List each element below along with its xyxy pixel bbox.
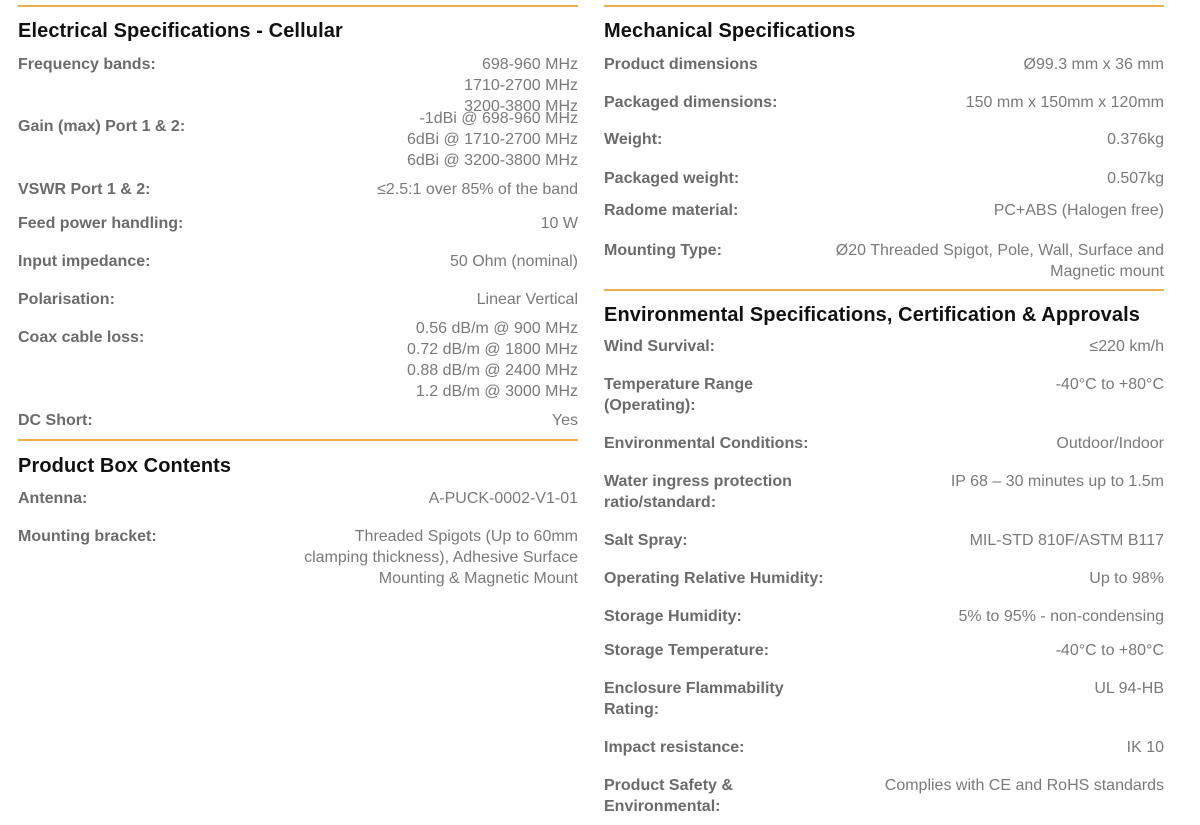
spec-value: PC+ABS (Halogen free) [993,202,1164,219]
spec-label: Frequency bands: [18,56,156,73]
spec-label: Enclosure Flammability Rating: [604,680,784,718]
electrical-specs-heading: Electrical Specifications - Cellular [18,20,343,42]
spec-value: 50 Ohm (nominal) [449,253,578,270]
spec-label: Operating Relative Humidity: [604,570,824,587]
spec-label: Feed power handling: [18,215,184,232]
mechanical-specs-heading: Mechanical Specifications [604,20,856,42]
spec-label: Water ingress protection ratio/standard: [604,473,792,511]
section-divider [18,5,578,7]
spec-value: ≤2.5:1 over 85% of the band [377,181,578,198]
spec-value: A-PUCK-0002-V1-01 [428,490,578,507]
spec-label: Environmental Conditions: [604,435,809,452]
spec-value: MIL-STD 810F/ASTM B117 [969,532,1164,549]
spec-row-radome-material [604,202,1164,221]
spec-label: Salt Spray: [604,532,688,549]
spec-value: Up to 98% [1089,570,1164,587]
spec-value: Threaded Spigots (Up to 60mm clamping thickness), Adhesive Surface Mounting & Magnetic Mount [304,528,578,587]
spec-value: 150 mm x 150mm x 120mm [965,94,1164,111]
spec-value: 0.376kg [1107,131,1164,148]
spec-label: Storage Temperature: [604,642,770,659]
spec-value: Ø99.3 mm x 36 mm [1023,56,1164,73]
spec-value: 10 W [540,215,578,232]
section-divider [18,439,578,441]
spec-value: Ø20 Threaded Spigot, Pole, Wall, Surface and Magnetic mount [835,242,1164,280]
spec-label: Polarisation: [18,291,115,308]
spec-label: VSWR Port 1 & 2: [18,181,151,198]
spec-value: ≤220 km/h [1089,338,1164,355]
spec-value: 698-960 MHz 1710-2700 MHz 3200-3800 MHz [464,56,578,115]
environmental-specs-heading: Environmental Specifications, Certification & Approvals [604,304,1140,326]
spec-value: Yes [551,412,578,429]
spec-label: Coax cable loss: [18,329,145,346]
spec-label: Radome material: [604,202,739,219]
spec-label: Impact resistance: [604,739,745,756]
spec-value: IK 10 [1126,739,1164,756]
spec-label: Product Safety & Environmental: [604,777,733,815]
section-divider [604,5,1164,7]
spec-value: IP 68 – 30 minutes up to 1.5m [950,473,1164,490]
spec-value: 0.507kg [1107,170,1164,187]
spec-value: 5% to 95% - non-condensing [958,608,1164,625]
spec-value: -40°C to +80°C [1055,376,1164,393]
section-divider [604,289,1164,291]
spec-label: Mounting bracket: [18,528,157,545]
spec-label: Packaged weight: [604,170,740,187]
spec-label: Antenna: [18,490,88,507]
spec-value: Outdoor/Indoor [1056,435,1164,452]
box-contents-heading: Product Box Contents [18,455,232,477]
spec-label: Gain (max) Port 1 & 2: [18,118,186,135]
spec-label: DC Short: [18,412,93,429]
spec-value: 0.56 dB/m @ 900 MHz 0.72 dB/m @ 1800 MHz 0.88 dB/m @ 2400 MHz 1.2 dB/m @ 3000 MHz [407,320,578,400]
spec-value: Linear Vertical [476,291,578,308]
spec-label: Storage Humidity: [604,608,742,625]
spec-value: -1dBi @ 698-960 MHz 6dBi @ 1710-2700 MHz 6dBi @ 3200-3800 MHz [407,110,578,169]
spec-label: Input impedance: [18,253,151,270]
spec-value: UL 94-HB [1094,680,1164,697]
spec-label: Mounting Type: [604,242,722,259]
spec-label: Weight: [604,131,663,148]
spec-label: Wind Survival: [604,338,715,355]
spec-value: Complies with CE and RoHS standards [884,777,1164,794]
spec-row-storage-humidity [604,606,1164,625]
spec-label: Product dimensions [604,56,758,73]
spec-label: Temperature Range (Operating): [604,376,754,414]
spec-label: Packaged dimensions: [604,94,778,111]
spec-value: -40°C to +80°C [1055,642,1164,659]
